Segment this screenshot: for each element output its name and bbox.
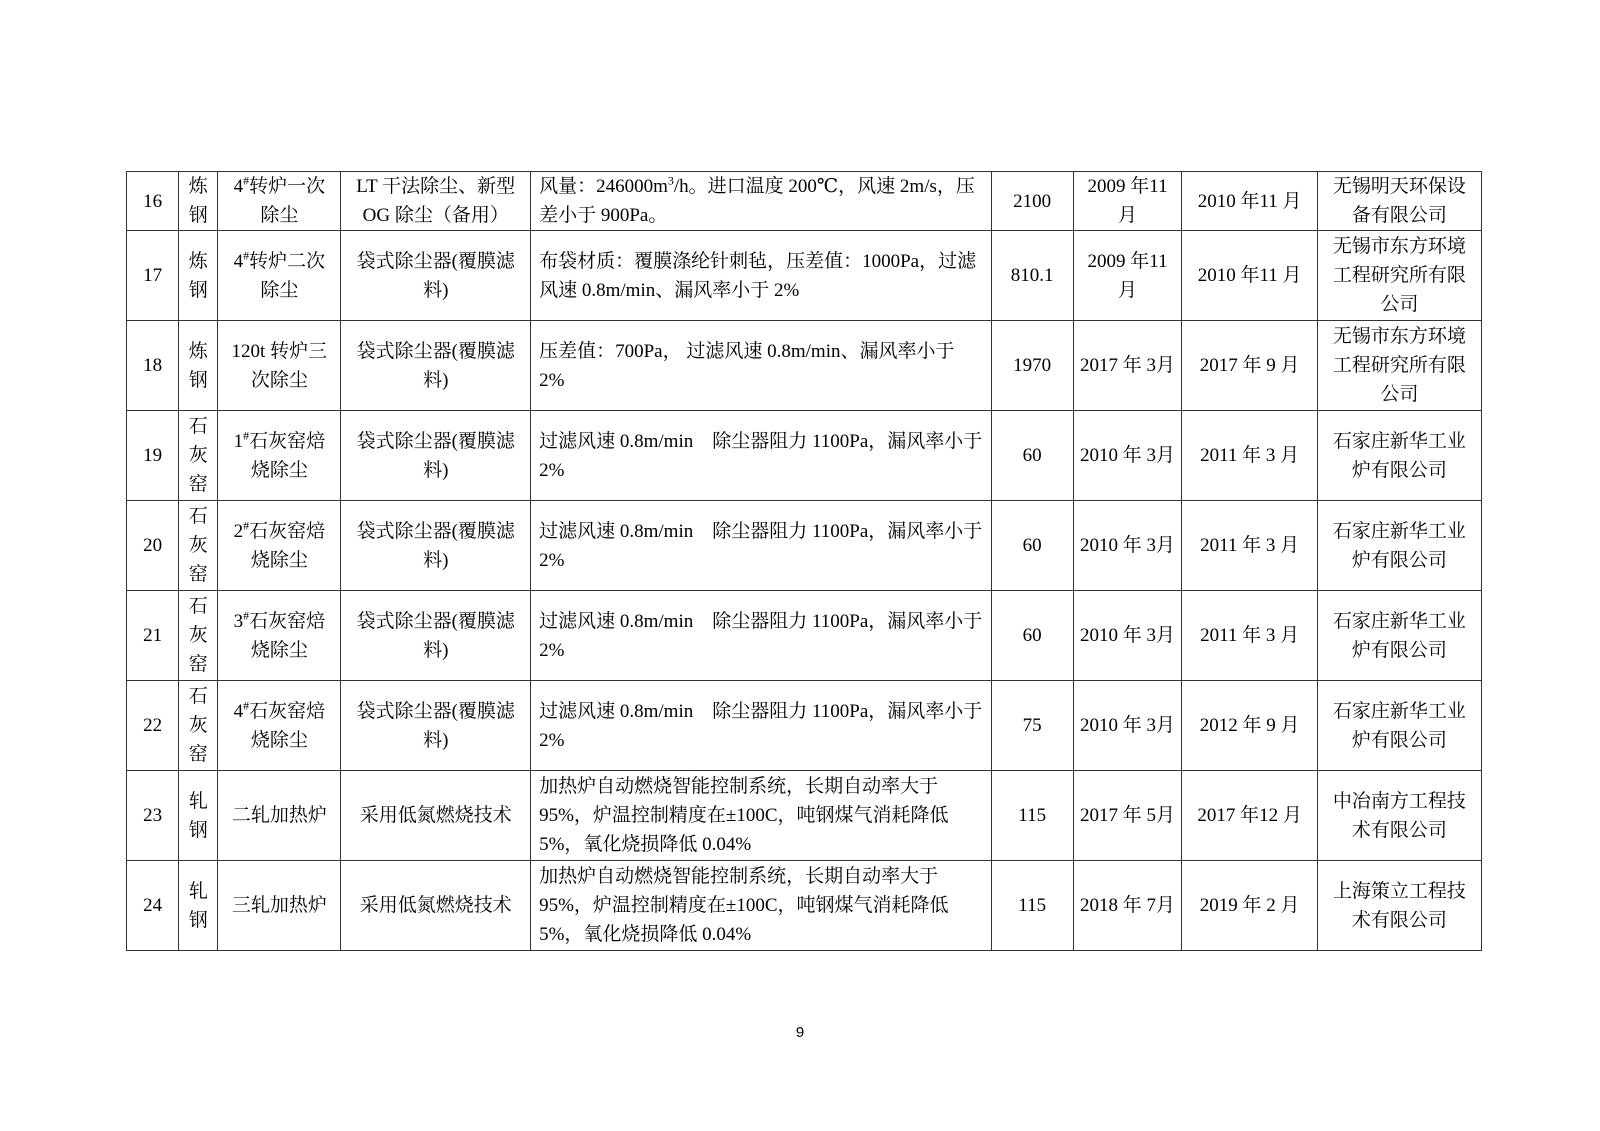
table-row bbox=[127, 172, 1482, 231]
technology: 采用低氮燃烧技术 bbox=[359, 895, 512, 916]
completion-date: 2011 年 3 月 bbox=[1200, 625, 1300, 646]
start-date-cell bbox=[1073, 501, 1182, 591]
technology-cell bbox=[341, 591, 531, 681]
company-cell bbox=[1317, 411, 1481, 501]
completion-date: 2011 年 3 月 bbox=[1200, 445, 1300, 466]
completion-date-cell bbox=[1182, 172, 1317, 231]
parameters-cell bbox=[531, 172, 992, 231]
completion-date-cell bbox=[1182, 231, 1317, 321]
row-number: 23 bbox=[143, 805, 163, 826]
company: 石家庄新华工业炉有限公司 bbox=[1332, 700, 1466, 751]
start-date-cell bbox=[1073, 771, 1182, 861]
parameters-cell bbox=[531, 681, 992, 771]
company: 上海策立工程技术有限公司 bbox=[1332, 880, 1466, 931]
company: 石家庄新华工业炉有限公司 bbox=[1332, 430, 1466, 481]
start-date: 2010 年 3月 bbox=[1080, 445, 1176, 466]
company-cell bbox=[1317, 861, 1481, 951]
row-number-cell bbox=[127, 861, 179, 951]
category: 石灰窑 bbox=[188, 596, 208, 675]
facility-cell bbox=[218, 591, 341, 681]
start-date-cell bbox=[1073, 591, 1182, 681]
start-date: 2009 年11 月 bbox=[1087, 250, 1168, 301]
company-cell bbox=[1317, 771, 1481, 861]
facility-name: 三轧加热炉 bbox=[231, 895, 327, 916]
facility-name-rest: 转炉二次除尘 bbox=[249, 250, 326, 301]
facility-cell bbox=[218, 231, 341, 321]
parameters: 过滤风速 0.8m/min 除尘器阻力 1100Pa，漏风率小于 2% bbox=[539, 430, 983, 481]
category: 炼钢 bbox=[188, 340, 208, 391]
parameters-cell bbox=[531, 231, 992, 321]
parameters-cell bbox=[531, 771, 992, 861]
company: 中冶南方工程技术有限公司 bbox=[1332, 790, 1466, 841]
table-row bbox=[127, 231, 1482, 321]
investment-cell bbox=[991, 591, 1073, 681]
row-number: 20 bbox=[143, 535, 163, 556]
technology-cell bbox=[341, 771, 531, 861]
facility-name-rest: 石灰窑焙烧除尘 bbox=[249, 610, 326, 661]
parameters-cell bbox=[531, 501, 992, 591]
category-cell bbox=[179, 501, 218, 591]
row-number-cell bbox=[127, 172, 179, 231]
category-cell bbox=[179, 411, 218, 501]
investment: 75 bbox=[1022, 715, 1042, 736]
category: 轧钢 bbox=[188, 880, 208, 931]
start-date: 2010 年 3月 bbox=[1080, 535, 1176, 556]
investment: 115 bbox=[1018, 805, 1047, 826]
row-number-cell bbox=[127, 681, 179, 771]
facility-cell bbox=[218, 771, 341, 861]
facility-cell bbox=[218, 411, 341, 501]
technology-cell bbox=[341, 172, 531, 231]
row-number-cell bbox=[127, 411, 179, 501]
category-cell bbox=[179, 321, 218, 411]
facility-name: 4 bbox=[233, 176, 244, 197]
start-date-cell bbox=[1073, 861, 1182, 951]
facility-name: 2 bbox=[233, 520, 244, 542]
page-number: 9 bbox=[795, 1024, 805, 1041]
completion-date: 2012 年 9 月 bbox=[1199, 715, 1300, 736]
facility-superscript: # bbox=[243, 518, 250, 533]
investment-cell bbox=[991, 861, 1073, 951]
start-date: 2010 年 3月 bbox=[1080, 625, 1176, 646]
category-cell bbox=[179, 681, 218, 771]
company: 石家庄新华工业炉有限公司 bbox=[1332, 520, 1466, 571]
completion-date-cell bbox=[1182, 411, 1317, 501]
facility-superscript: # bbox=[243, 173, 250, 188]
table-row bbox=[127, 591, 1482, 681]
parameters-cell bbox=[531, 591, 992, 681]
investment-cell bbox=[991, 231, 1073, 321]
technology: 袋式除尘器(覆膜滤料) bbox=[356, 520, 515, 571]
start-date: 2018 年 7月 bbox=[1080, 895, 1176, 916]
facility-superscript: # bbox=[243, 248, 250, 263]
investment-cell bbox=[991, 172, 1073, 231]
facility-name: 1 bbox=[233, 430, 244, 452]
technology-cell bbox=[341, 321, 531, 411]
company-cell bbox=[1317, 591, 1481, 681]
table-row bbox=[127, 501, 1482, 591]
parameters-rest: /h。进口温度 200℃，风速 2m/s，压差小于 900Pa。 bbox=[539, 176, 975, 226]
row-number: 18 bbox=[143, 355, 163, 376]
row-number: 16 bbox=[143, 190, 163, 212]
company-cell bbox=[1317, 172, 1481, 231]
company: 无锡市东方环境工程研究所有限公司 bbox=[1332, 326, 1466, 405]
row-number-cell bbox=[127, 321, 179, 411]
start-date: 2009 年11 月 bbox=[1087, 176, 1168, 226]
category: 石灰窑 bbox=[188, 416, 208, 495]
company-cell bbox=[1317, 501, 1481, 591]
facility-cell bbox=[218, 321, 341, 411]
parameters: 加热炉自动燃烧智能控制系统，长期自动率大于 95%，炉温控制精度在±100C，吨钢煤气消耗降低 5%，氧化烧损降低 0.04% bbox=[539, 866, 949, 945]
table-row bbox=[127, 681, 1482, 771]
category-cell bbox=[179, 172, 218, 231]
facility-table bbox=[126, 171, 1482, 951]
parameters-cell bbox=[531, 861, 992, 951]
category-cell bbox=[179, 231, 218, 321]
start-date-cell bbox=[1073, 411, 1182, 501]
parameters: 过滤风速 0.8m/min 除尘器阻力 1100Pa，漏风率小于 2% bbox=[539, 700, 983, 751]
investment: 60 bbox=[1022, 445, 1042, 466]
parameters: 加热炉自动燃烧智能控制系统，长期自动率大于 95%，炉温控制精度在±100C，吨钢煤气消耗降低 5%，氧化烧损降低 0.04% bbox=[539, 776, 949, 855]
category: 轧钢 bbox=[188, 790, 208, 841]
investment-cell bbox=[991, 321, 1073, 411]
company: 无锡市东方环境工程研究所有限公司 bbox=[1332, 236, 1466, 315]
start-date-cell bbox=[1073, 321, 1182, 411]
parameters-cell bbox=[531, 411, 992, 501]
facility-name-rest: 石灰窑焙烧除尘 bbox=[249, 700, 326, 751]
investment-cell bbox=[991, 771, 1073, 861]
completion-date: 2010 年11 月 bbox=[1197, 265, 1302, 286]
investment: 115 bbox=[1018, 895, 1047, 916]
parameters-superscript: 3 bbox=[667, 173, 674, 188]
start-date-cell bbox=[1073, 231, 1182, 321]
table-row bbox=[127, 861, 1482, 951]
parameters: 风量：246000m bbox=[539, 176, 668, 197]
facility-name: 120t 转炉三次除尘 bbox=[231, 340, 328, 391]
investment-cell bbox=[991, 501, 1073, 591]
technology: LT 干法除尘、新型OG 除尘（备用） bbox=[356, 176, 516, 226]
facility-cell bbox=[218, 861, 341, 951]
row-number: 24 bbox=[143, 895, 163, 916]
facility-name: 3 bbox=[233, 610, 244, 632]
company: 石家庄新华工业炉有限公司 bbox=[1332, 610, 1466, 661]
company-cell bbox=[1317, 681, 1481, 771]
table-row bbox=[127, 411, 1482, 501]
technology-cell bbox=[341, 231, 531, 321]
row-number-cell bbox=[127, 591, 179, 681]
investment: 2100 bbox=[1013, 190, 1052, 212]
technology-cell bbox=[341, 681, 531, 771]
technology: 袋式除尘器(覆膜滤料) bbox=[356, 250, 515, 301]
row-number: 19 bbox=[143, 445, 163, 466]
category: 石灰窑 bbox=[188, 686, 208, 765]
row-number: 21 bbox=[143, 625, 163, 646]
company-cell bbox=[1317, 231, 1481, 321]
category: 炼钢 bbox=[188, 176, 208, 226]
facility-cell bbox=[218, 172, 341, 231]
technology: 采用低氮燃烧技术 bbox=[359, 805, 512, 826]
investment: 60 bbox=[1022, 535, 1042, 556]
category-cell bbox=[179, 591, 218, 681]
parameters: 过滤风速 0.8m/min 除尘器阻力 1100Pa，漏风率小于 2% bbox=[539, 610, 983, 661]
row-number-cell bbox=[127, 501, 179, 591]
facility-cell bbox=[218, 681, 341, 771]
technology-cell bbox=[341, 861, 531, 951]
company: 无锡明天环保设备有限公司 bbox=[1332, 176, 1466, 226]
completion-date-cell bbox=[1182, 591, 1317, 681]
facility-superscript: # bbox=[243, 608, 250, 623]
table-row bbox=[127, 771, 1482, 861]
facility-cell bbox=[218, 501, 341, 591]
technology: 袋式除尘器(覆膜滤料) bbox=[356, 700, 515, 751]
parameters: 压差值：700Pa， 过滤风速 0.8m/min、漏风率小于 2% bbox=[539, 340, 955, 391]
facility-name-rest: 石灰窑焙烧除尘 bbox=[249, 520, 326, 571]
completion-date: 2017 年 9 月 bbox=[1199, 355, 1300, 376]
technology: 袋式除尘器(覆膜滤料) bbox=[356, 340, 515, 391]
start-date: 2010 年 3月 bbox=[1080, 715, 1176, 736]
investment: 1970 bbox=[1013, 355, 1052, 376]
facility-name-rest: 转炉一次除尘 bbox=[249, 176, 326, 226]
completion-date-cell bbox=[1182, 771, 1317, 861]
completion-date: 2019 年 2 月 bbox=[1199, 895, 1300, 916]
completion-date: 2011 年 3 月 bbox=[1200, 535, 1300, 556]
investment: 60 bbox=[1022, 625, 1042, 646]
facility-name: 二轧加热炉 bbox=[231, 805, 327, 826]
completion-date-cell bbox=[1182, 861, 1317, 951]
completion-date: 2017 年12 月 bbox=[1197, 805, 1302, 826]
company-cell bbox=[1317, 321, 1481, 411]
technology: 袋式除尘器(覆膜滤料) bbox=[356, 610, 515, 661]
facility-name: 4 bbox=[233, 700, 244, 722]
category: 炼钢 bbox=[188, 250, 208, 301]
technology: 袋式除尘器(覆膜滤料) bbox=[356, 430, 515, 481]
facility-name: 4 bbox=[233, 250, 244, 272]
completion-date: 2010 年11 月 bbox=[1197, 190, 1302, 212]
start-date: 2017 年 3月 bbox=[1080, 355, 1176, 376]
start-date: 2017 年 5月 bbox=[1080, 805, 1176, 826]
facility-superscript: # bbox=[243, 428, 250, 443]
investment: 810.1 bbox=[1010, 265, 1054, 286]
completion-date-cell bbox=[1182, 501, 1317, 591]
row-number: 22 bbox=[143, 715, 163, 736]
row-number-cell bbox=[127, 231, 179, 321]
start-date-cell bbox=[1073, 172, 1182, 231]
row-number: 17 bbox=[143, 265, 163, 286]
completion-date-cell bbox=[1182, 681, 1317, 771]
investment-cell bbox=[991, 411, 1073, 501]
category: 石灰窑 bbox=[188, 506, 208, 585]
facility-superscript: # bbox=[243, 698, 250, 713]
completion-date-cell bbox=[1182, 321, 1317, 411]
technology-cell bbox=[341, 501, 531, 591]
parameters: 布袋材质：覆膜涤纶针刺毡，压差值：1000Pa，过滤风速 0.8m/min、漏风率小于 2% bbox=[539, 250, 977, 301]
row-number-cell bbox=[127, 771, 179, 861]
table-row bbox=[127, 321, 1482, 411]
category-cell bbox=[179, 771, 218, 861]
parameters-cell bbox=[531, 321, 992, 411]
start-date-cell bbox=[1073, 681, 1182, 771]
investment-cell bbox=[991, 681, 1073, 771]
parameters: 过滤风速 0.8m/min 除尘器阻力 1100Pa，漏风率小于 2% bbox=[539, 520, 983, 571]
facility-name-rest: 石灰窑焙烧除尘 bbox=[249, 430, 326, 481]
category-cell bbox=[179, 861, 218, 951]
technology-cell bbox=[341, 411, 531, 501]
